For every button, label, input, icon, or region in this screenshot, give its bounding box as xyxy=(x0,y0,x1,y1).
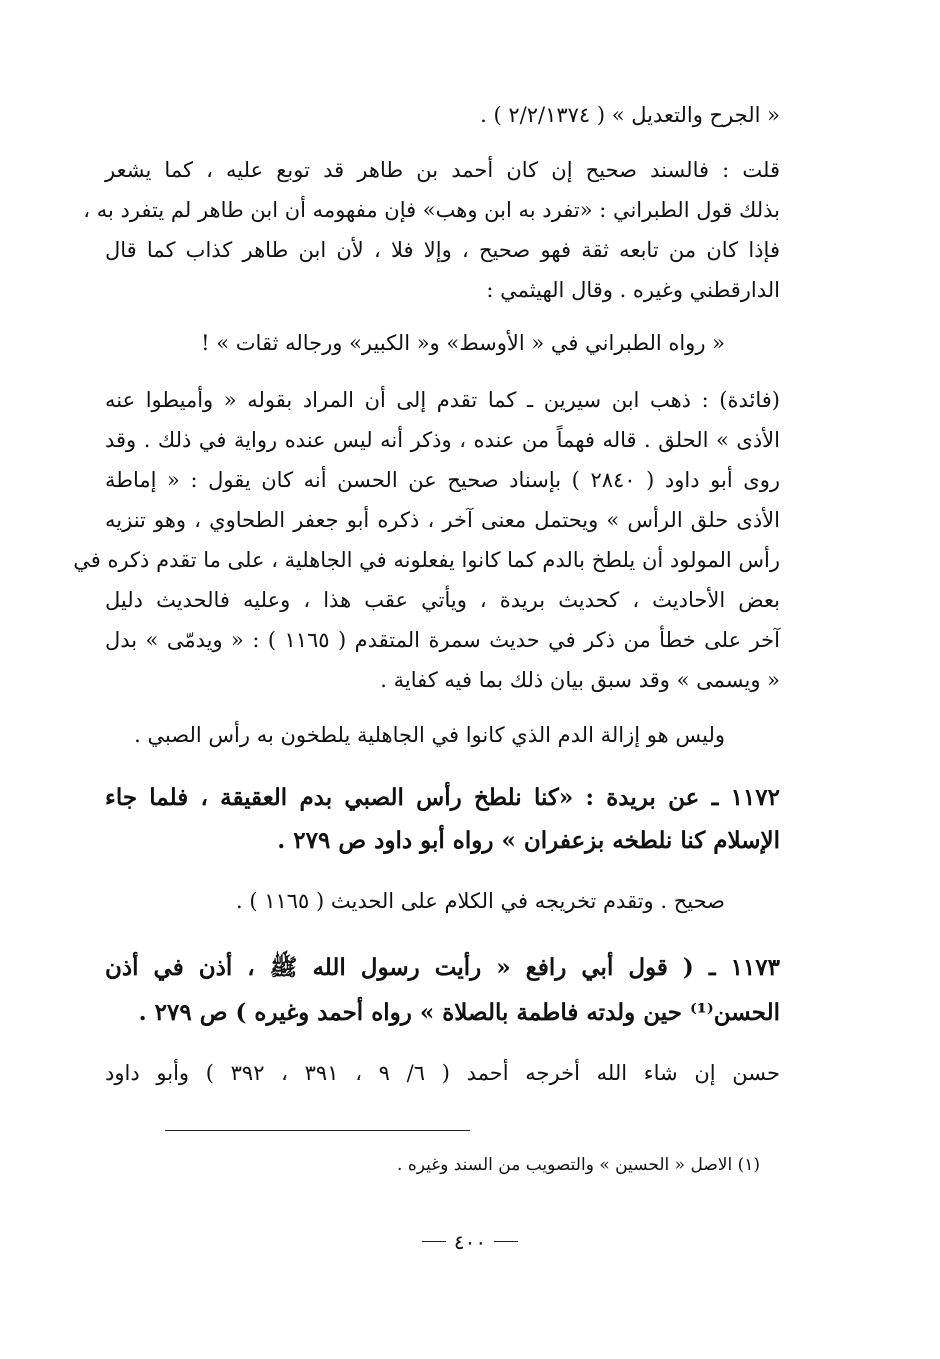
grading-line: صحيح . وتقدم تخريجه في الكلام على الحديث ( ١١٦٥ ) . xyxy=(235,889,725,913)
text-line: بذلك قول الطبراني : «تفرد به ابن وهب» فإن مفهومه أن ابن طاهر لم يتفرد به ، xyxy=(83,198,780,222)
text-line: بعض الأحاديث ، كحديث بريدة ، ويأتي عقب هذا ، وعليه فالحديث دليل xyxy=(105,588,780,612)
hadith-1172-line: ١١٧٢ ـ عن بريدة : «كنا نلطخ رأس الصبي بدم العقيقة ، فلما جاء xyxy=(105,784,780,811)
text-line: حسن إن شاء الله أخرجه أحمد ( ٦/ ٩ ، ٣٩١ ، ٣٩٢ ) وأبو داود xyxy=(105,1061,780,1085)
text-line: « رواه الطبراني في « الأوسط» و« الكبير» ورجاله ثقات » ! xyxy=(201,331,725,355)
text-line: وليس هو إزالة الدم الذي كانوا في الجاهلية يلطخون به رأس الصبي . xyxy=(134,723,725,747)
dash-left xyxy=(494,1241,518,1242)
text-line: « ويسمى » وقد سبق بيان ذلك بما فيه كفاية . xyxy=(380,668,780,692)
text-line: فإذا كان من تابعه ثقة فهو صحيح ، وإلا فلا ، لأن ابن طاهر كذاب كما قال xyxy=(105,238,780,262)
hadith-1173-line: ١١٧٣ ـ ( قول أبي رافع « رأيت رسول الله ﷺ ، أذن في أذن xyxy=(105,954,780,981)
text-line: (فائدة) : ذهب ابن سيرين ـ كما تقدم إلى أن المراد بقوله « وأميطوا عنه xyxy=(105,388,780,412)
hadith-1172-line: الإسلام كنا نلطخه بزعفران » رواه أبو داود ص ٢٧٩ . xyxy=(277,827,780,854)
footnote: (١) الاصل « الحسين » والتصويب من السند وغيره . xyxy=(397,1155,760,1175)
page-number: ٤٠٠ xyxy=(453,1229,487,1254)
footnote-rule xyxy=(165,1130,470,1131)
text-line: الدارقطني وغيره . وقال الهيثمي : xyxy=(486,278,780,302)
text-line: آخر على خطأ من ذكر في حديث سمرة المتقدم ( ١١٦٥ ) : « ويدمّى » بدل xyxy=(105,628,780,652)
page-number-wrap xyxy=(0,1228,940,1254)
text-line: رأس المولود أن يلطخ بالدم كما كانوا يفعلونه في الجاهلية ، على ما تقدم ذكره في xyxy=(73,548,780,572)
text-line: الأذى » الحلق . قاله فهماً من عنده ، وذكر أنه ليس عنده رواية في ذلك . وقد xyxy=(105,428,780,452)
text-line: الأذى حلق الرأس » ويحتمل معنى آخر ، ذكره أبو جعفر الطحاوي ، وهو تنزيه xyxy=(105,508,780,532)
text-line: روى أبو داود ( ٢٨٤٠ ) بإسناد صحيح عن الحسن أنه كان يقول : « إماطة xyxy=(105,468,780,492)
hadith-1173-line: الحسن⁽¹⁾ حين ولدته فاطمة بالصلاة » رواه أحمد وغيره ) ص ٢٧٩ . xyxy=(138,999,780,1026)
dash-right xyxy=(422,1241,446,1242)
text-line: قلت : فالسند صحيح إن كان أحمد بن طاهر قد توبع عليه ، كما يشعر xyxy=(105,158,780,182)
text-line: « الجرح والتعديل » ( ٢/٢/١٣٧٤ ) . xyxy=(480,103,780,127)
